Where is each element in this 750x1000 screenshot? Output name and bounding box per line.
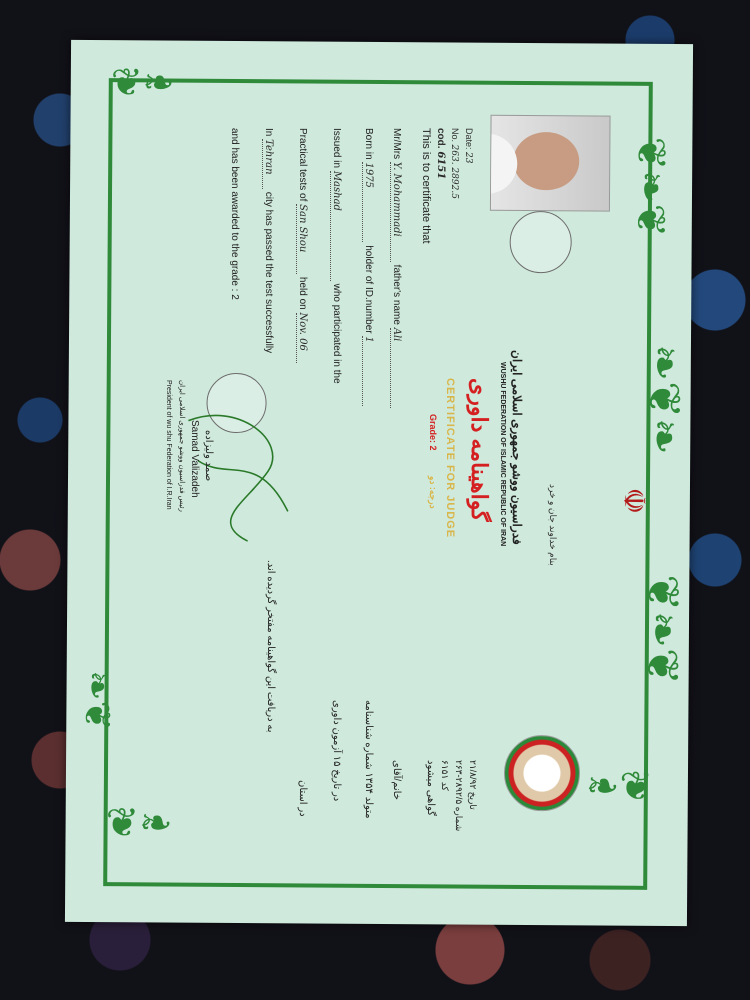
vine-ornament-bottom-left: ❦❧	[105, 800, 173, 847]
name-row: Mr/Mrs Y. Mohammadi father's name Ali	[390, 128, 402, 408]
iran-emblem-icon: ☫	[615, 487, 651, 515]
vine-ornament-left: ❧❦	[75, 670, 118, 731]
fa-line-2: متولد ۱۳۵۴ شماره شناسنامه	[363, 700, 374, 819]
header-date: Date: 23	[463, 128, 474, 164]
federation-name-fa: فدراسیون ووشو جمهوری اسلامی ایران	[510, 350, 524, 545]
signer-title-fa: رئیس فدراسیون ووشو جمهوری اسلامی ایران	[178, 380, 185, 512]
certificate-title-fa: گواهینامه داوری	[467, 378, 492, 522]
header-code: cod. 6151	[435, 128, 446, 180]
fa-line-4: در استان	[297, 780, 308, 817]
grade-row: and has been awarded to the grade : 2	[229, 128, 240, 300]
fa-line-1: خانم/آقای	[391, 760, 402, 800]
vine-ornament-top-right: ❦❧❦	[626, 136, 674, 238]
fa-date: تاریخ ۲۱/۸/۹۲	[468, 760, 478, 810]
born-row: Born in 1975 holder of ID.number 1	[362, 128, 374, 406]
basmala-fa: بنام خداوند جان و خرد	[548, 484, 558, 566]
vine-ornament-bottom-right: ❧❦	[585, 763, 654, 810]
city-row: In Tehran city has passed the test successfully	[263, 128, 274, 354]
fa-line-5: به دریافت این گواهینامه مفتخر گردیده اند.	[265, 560, 276, 733]
fa-number: شماره ۲۸۹۲/۵-۲۶۳	[454, 760, 464, 832]
signer-title-en: President of wu shu Federation of I.R.Iran	[165, 380, 172, 510]
fa-code: کد ۶۱۵۱	[440, 760, 450, 791]
grade-fa: درجه: دو	[428, 476, 438, 509]
practical-row: Practical tests of San Shou held on Nov. 06	[296, 128, 308, 363]
federation-name-en: WUSHU FEDERATION OF ISLAMIC REPUBLIC OF IRAN	[499, 362, 506, 547]
vine-ornament-top-left: ❦❧	[110, 60, 175, 105]
vine-ornament-right: ❧❦❧	[638, 344, 690, 455]
signer-name-fa: صمد ولیزاده	[203, 430, 214, 482]
intro-line: This is to certificate that	[420, 128, 432, 244]
fa-line-3: در تاریخ ۱۵ آزمون داوری	[331, 700, 342, 802]
signer-name-en: Samad Valizadeh	[189, 420, 200, 498]
vine-ornament-right-lower: ❦❧❦	[636, 573, 689, 685]
header-number: No. 263. 2892.5	[449, 128, 460, 199]
certificate-title-en: CERTIFICATE FOR JUDGE	[444, 378, 456, 539]
grade-en: Grade: 2	[428, 414, 438, 451]
fa-certified: گواهی میشود	[425, 760, 436, 817]
issued-row: Issued in Mashad who participated in the	[331, 128, 342, 384]
